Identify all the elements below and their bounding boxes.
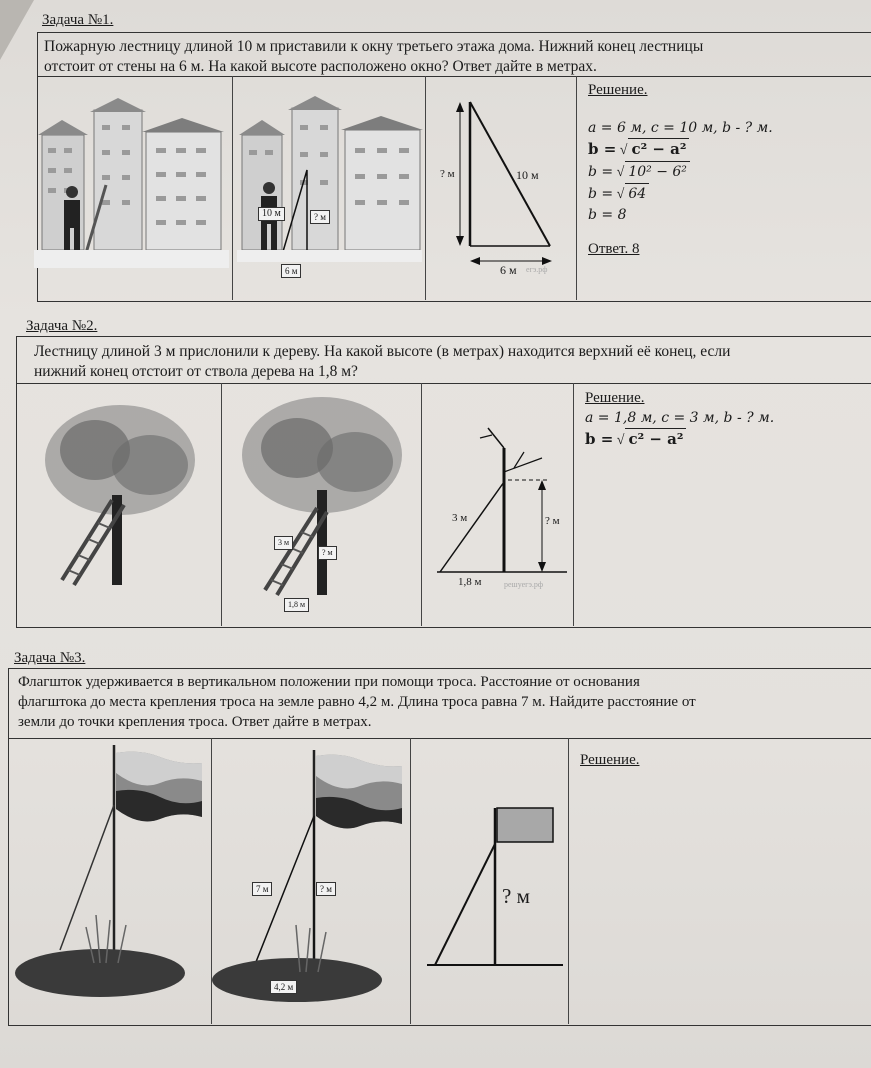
task1-col-sep-1 [232, 76, 233, 300]
task1-diagram-height-label: ? м [440, 168, 455, 180]
task3-text-line3: земли до точки крепления троса. Ответ дайте в метрах. [18, 714, 372, 730]
task1-solution [588, 80, 868, 259]
task1-divider [37, 76, 871, 77]
task1-f2-lhs: b = [588, 164, 614, 180]
task1-base-tag: 6 м [281, 264, 301, 278]
task1-diagram-hyp-label: 10 м [516, 168, 539, 182]
task3-text-line2: флагштока до места крепления троса на земле равно 4,2 м. Длина троса равна 7 м. Найдите расстояние от [18, 694, 696, 710]
task1-diagram-watermark: егэ.рф [526, 265, 548, 274]
task2-ladder-tag: 3 м [274, 536, 293, 550]
page-fold-corner [0, 0, 34, 60]
task2-text-line1: Лестницу длиной 3 м прислонили к дереву. На какой высоте (в метрах) находится верхний её конец, если [34, 343, 731, 360]
task2-height-tag: ? м [318, 546, 337, 560]
task1-col-sep-2 [425, 76, 426, 300]
task2-col-sep-2 [421, 383, 422, 626]
sqrt-icon: √ [616, 165, 625, 180]
task1-heading: Задача №1. [42, 12, 114, 28]
task1-given: a = 6 м, c = 10 м, b - ? м. [588, 120, 773, 136]
task2-diagram-watermark: решуегэ.рф [504, 580, 544, 589]
task2-heading: Задача №2. [26, 318, 98, 334]
task1-height-tag: ? м [310, 210, 330, 224]
task3-col-sep-3 [568, 738, 569, 1024]
task2-f1-lhs: b = [585, 430, 614, 448]
task1-f3-lhs: b = [588, 186, 614, 202]
task3-triangle-diagram [425, 800, 565, 975]
task1-building-labeled-image [237, 90, 422, 290]
task3-heading: Задача №3. [14, 650, 86, 666]
task2-diagram-hyp-label: 3 м [452, 512, 468, 524]
task2-col-sep-1 [221, 383, 222, 626]
task1-solution-title: Решение. [588, 82, 648, 98]
task1-diagram-base-label: 6 м [500, 263, 517, 277]
task3-height-tag: ? м [316, 882, 336, 896]
task1-f3-radicand: 64 [625, 183, 649, 204]
task1-answer: Ответ. 8 [588, 241, 640, 257]
task3-col-sep-2 [410, 738, 411, 1024]
task3-text-line1: Флагшток удерживается в вертикальном положении при помощи троса. Расстояние от основания [18, 674, 640, 690]
task2-text-line2: нижний конец отстоит от ствола дерева на 1,8 м? [34, 363, 358, 380]
task3-flag-labeled-image [212, 750, 408, 1005]
task2-tree-labeled-image [237, 390, 417, 605]
task1-text-line2: отстоит от стены на 6 м. На какой высоте расположено окно? Ответ дайте в метрах. [44, 58, 597, 75]
task2-triangle-diagram [432, 420, 572, 600]
task3-divider [8, 738, 871, 739]
task2-divider [16, 383, 871, 384]
task2-solution [585, 388, 867, 451]
task3-base-tag: 4,2 м [270, 980, 297, 994]
task3-solution-title: Решение. [580, 752, 640, 768]
task1-f1-lhs: b = [588, 140, 617, 158]
sqrt-icon: √ [616, 187, 625, 202]
task2-diagram-base-label: 1,8 м [458, 576, 482, 588]
task1-text-line1: Пожарную лестницу длиной 10 м приставили к окну третьего этажа дома. Нижний конец лестницы [44, 38, 704, 55]
task2-tree-image [40, 395, 210, 595]
task1-ladder-length-tag: 10 м [258, 207, 285, 221]
sqrt-icon: √ [616, 433, 625, 448]
task2-f1-radicand: c² − a² [625, 428, 686, 449]
task1-triangle-diagram [440, 96, 570, 286]
task1-building-image [34, 90, 229, 270]
task1-f4: b = 8 [588, 207, 627, 223]
sqrt-icon: √ [619, 143, 628, 158]
task2-col-sep-3 [573, 383, 574, 626]
task2-given: a = 1,8 м, c = 3 м, b - ? м. [585, 410, 775, 426]
task3-rope-tag: 7 м [252, 882, 272, 896]
task1-f1-radicand: c² − a² [628, 138, 689, 159]
task3-diagram-height-label: ? м [502, 884, 530, 908]
task1-col-sep-3 [576, 76, 577, 300]
task3-flag-image [10, 745, 208, 1000]
task2-solution-title: Решение. [585, 390, 645, 406]
task2-diagram-height-label: ? м [545, 515, 560, 527]
task1-f2-radicand: 10² − 6² [625, 161, 690, 182]
task2-base-tag: 1,8 м [284, 598, 309, 612]
task3-solution [580, 750, 639, 770]
